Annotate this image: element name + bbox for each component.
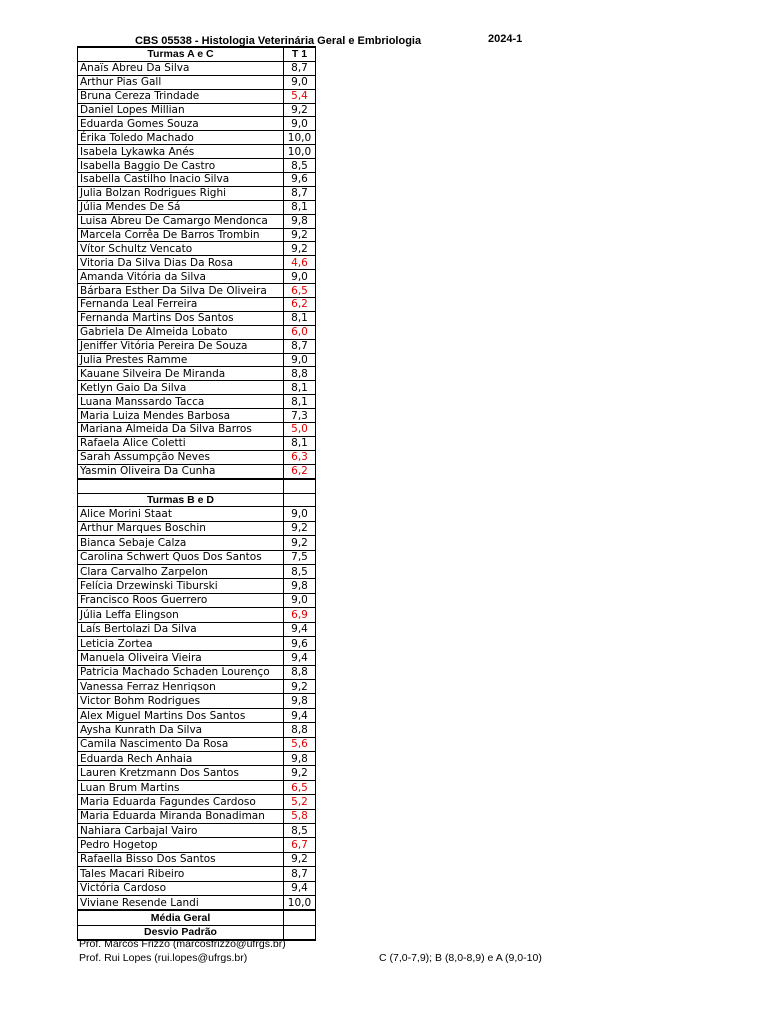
student-name: Manuela Oliveira Vieira [78, 651, 284, 665]
grade-scale-note: C (7,0-7,9); B (8,0-8,9) e A (9,0-10) [379, 952, 542, 964]
table-row [78, 173, 316, 187]
table-row [78, 200, 316, 214]
table-row [78, 622, 316, 636]
student-grade: 8,8 [284, 665, 316, 679]
table-row [78, 852, 316, 866]
table-row [78, 89, 316, 103]
student-name: Lauren Kretzmann Dos Santos [78, 766, 284, 780]
student-grade: 6,3 [284, 450, 316, 464]
student-grade: 9,2 [284, 228, 316, 242]
table-row [78, 665, 316, 679]
student-name: Fernanda Martins Dos Santos [78, 311, 284, 325]
table-row [78, 409, 316, 423]
student-name: Sarah Assumpção Neves [78, 450, 284, 464]
student-name: Vítor Schultz Vencato [78, 242, 284, 256]
student-name: Victor Bohm Rodrigues [78, 694, 284, 708]
student-name: Nahiara Carbajal Vairo [78, 823, 284, 837]
table-row [78, 423, 316, 437]
student-grade: 5,4 [284, 89, 316, 103]
table-row [78, 867, 316, 881]
student-name: Luan Brum Martins [78, 780, 284, 794]
student-name: Pedro Hogetop [78, 838, 284, 852]
student-grade: 4,6 [284, 256, 316, 270]
student-name: Ketlyn Gaio Da Silva [78, 381, 284, 395]
table-row [78, 895, 316, 910]
student-grade: 5,6 [284, 737, 316, 751]
student-name: Alice Morini Staat [78, 507, 284, 521]
student-grade: 6,9 [284, 608, 316, 622]
student-name: Tales Macari Ribeiro [78, 867, 284, 881]
student-name: Gabriela De Almeida Lobato [78, 325, 284, 339]
student-grade: 8,1 [284, 381, 316, 395]
student-name: Leticia Zortea [78, 636, 284, 650]
student-name: Júlia Mendes De Sá [78, 200, 284, 214]
table-row [78, 103, 316, 117]
student-name: Clara Carvalho Zarpelon [78, 564, 284, 578]
student-name: Rafaella Bisso Dos Santos [78, 852, 284, 866]
student-name: Mariana Almeida Da Silva Barros [78, 423, 284, 437]
student-name: Luana Manssardo Tacca [78, 395, 284, 409]
table-row [78, 737, 316, 751]
student-grade: 9,2 [284, 521, 316, 535]
student-grade: 9,8 [284, 214, 316, 228]
student-grade: 6,5 [284, 780, 316, 794]
student-name: Luisa Abreu De Camargo Mendonca [78, 214, 284, 228]
student-name: Isabella Baggio De Castro [78, 159, 284, 173]
blank-row [78, 479, 316, 493]
student-grade: 8,5 [284, 564, 316, 578]
table-row [78, 536, 316, 550]
student-name: Daniel Lopes Millian [78, 103, 284, 117]
student-grade: 9,0 [284, 117, 316, 131]
student-name: Alex Miguel Martins Dos Santos [78, 708, 284, 722]
student-grade: 9,2 [284, 766, 316, 780]
professor-2-contact: Prof. Rui Lopes (rui.lopes@ufrgs.br) [79, 952, 248, 964]
student-name: Carolina Schwert Quos Dos Santos [78, 550, 284, 564]
summary-value [284, 925, 316, 940]
student-grade: 8,1 [284, 311, 316, 325]
student-grade: 9,4 [284, 708, 316, 722]
student-grade: 9,2 [284, 103, 316, 117]
table-row [78, 311, 316, 325]
table-row [78, 436, 316, 450]
semester-label: 2024-1 [488, 33, 523, 45]
table-row [78, 131, 316, 145]
student-grade: 7,5 [284, 550, 316, 564]
student-grade: 9,2 [284, 242, 316, 256]
student-grade: 10,0 [284, 131, 316, 145]
student-name: Bianca Sebaje Calza [78, 536, 284, 550]
student-grade: 6,5 [284, 284, 316, 298]
table-row [78, 214, 316, 228]
student-name: Jeniffer Vitória Pereira De Souza [78, 339, 284, 353]
student-name: Maria Eduarda Miranda Bonadiman [78, 809, 284, 823]
student-grade: 9,8 [284, 579, 316, 593]
student-name: Julia Bolzan Rodrigues Righi [78, 186, 284, 200]
table-row [78, 579, 316, 593]
table-row [78, 651, 316, 665]
table-row [78, 550, 316, 564]
table-row [78, 61, 316, 75]
student-grade: 8,7 [284, 339, 316, 353]
student-grade: 8,7 [284, 61, 316, 75]
table-row [78, 680, 316, 694]
student-name: Marcela Corrêa De Barros Trombin [78, 228, 284, 242]
student-grade: 9,0 [284, 75, 316, 89]
table-row [78, 186, 316, 200]
table-row [78, 708, 316, 722]
student-name: Eduarda Rech Anhaia [78, 752, 284, 766]
student-grade: 9,4 [284, 881, 316, 895]
table-row [78, 242, 316, 256]
summary-value [284, 910, 316, 925]
student-grade: 8,1 [284, 436, 316, 450]
table-row [78, 809, 316, 823]
student-name: Isabela Lykawka Anés [78, 145, 284, 159]
student-name: Vitoria Da Silva Dias Da Rosa [78, 256, 284, 270]
section-header-row [78, 47, 316, 61]
student-name: Arthur Pias Gall [78, 75, 284, 89]
student-name: Julia Prestes Ramme [78, 353, 284, 367]
student-grade: 8,5 [284, 823, 316, 837]
student-grade: 6,7 [284, 838, 316, 852]
section-header-row [78, 493, 316, 507]
student-name: Bárbara Esther Da Silva De Oliveira [78, 284, 284, 298]
table-row [78, 145, 316, 159]
table-row [78, 270, 316, 284]
student-grade: 5,2 [284, 795, 316, 809]
student-name: Eduarda Gomes Souza [78, 117, 284, 131]
student-name: Rafaela Alice Coletti [78, 436, 284, 450]
student-name: Francisco Roos Guerrero [78, 593, 284, 607]
grade-column-header: T 1 [284, 47, 316, 61]
table-row [78, 450, 316, 464]
student-name: Maria Eduarda Fagundes Cardoso [78, 795, 284, 809]
table-row [78, 881, 316, 895]
student-grade: 9,0 [284, 593, 316, 607]
table-row [78, 752, 316, 766]
table-row [78, 694, 316, 708]
student-grade: 9,6 [284, 636, 316, 650]
table-row [78, 339, 316, 353]
table-row [78, 75, 316, 89]
table-row [78, 395, 316, 409]
student-name: Laís Bertolazi Da Silva [78, 622, 284, 636]
student-name: Maria Luiza Mendes Barbosa [78, 409, 284, 423]
student-name: Kauane Silveira De Miranda [78, 367, 284, 381]
student-name: Anaïs Abreu Da Silva [78, 61, 284, 75]
student-grade: 9,8 [284, 694, 316, 708]
student-grade: 10,0 [284, 145, 316, 159]
student-name: Fernanda Leal Ferreira [78, 298, 284, 312]
student-name: Victória Cardoso [78, 881, 284, 895]
student-name: Felícia Drzewinski Tiburski [78, 579, 284, 593]
table-row [78, 823, 316, 837]
student-name: Aysha Kunrath Da Silva [78, 723, 284, 737]
table-row [78, 325, 316, 339]
student-grade: 6,2 [284, 464, 316, 478]
student-grade: 9,0 [284, 353, 316, 367]
student-grade: 9,6 [284, 173, 316, 187]
student-grade: 9,0 [284, 270, 316, 284]
student-name: Arthur Marques Boschin [78, 521, 284, 535]
table-row [78, 159, 316, 173]
student-grade: 6,0 [284, 325, 316, 339]
student-grade: 7,3 [284, 409, 316, 423]
table-row [78, 521, 316, 535]
professor-1-contact: Prof. Marcos Frizzo (marcosfrizzo@ufrgs.br) [79, 938, 286, 950]
student-grade: 8,5 [284, 159, 316, 173]
section-header: Turmas B e D [78, 493, 284, 507]
student-name: Amanda Vitória da Silva [78, 270, 284, 284]
student-name: Camila Nascimento Da Rosa [78, 737, 284, 751]
student-grade: 8,1 [284, 200, 316, 214]
blank-cell [284, 493, 316, 507]
course-title: CBS 05538 - Histologia Veterinária Geral e Embriologia [135, 35, 422, 47]
blank-cell [78, 479, 284, 493]
table-row [78, 117, 316, 131]
student-name: Isabella Castilho Inacio Silva [78, 173, 284, 187]
table-row [78, 608, 316, 622]
grades-table [77, 46, 316, 941]
table-row [78, 564, 316, 578]
summary-row [78, 910, 316, 925]
student-grade: 8,8 [284, 367, 316, 381]
table-row [78, 723, 316, 737]
student-grade: 8,8 [284, 723, 316, 737]
table-row [78, 464, 316, 478]
table-row [78, 507, 316, 521]
section-header: Turmas A e C [78, 47, 284, 61]
student-grade: 9,8 [284, 752, 316, 766]
student-name: Vanessa Ferraz Henriqson [78, 680, 284, 694]
table-row [78, 353, 316, 367]
student-grade: 9,2 [284, 680, 316, 694]
table-row [78, 636, 316, 650]
student-name: Viviane Resende Landi [78, 895, 284, 910]
table-row [78, 838, 316, 852]
student-name: Érika Toledo Machado [78, 131, 284, 145]
student-grade: 5,0 [284, 423, 316, 437]
student-grade: 9,2 [284, 852, 316, 866]
table-row [78, 284, 316, 298]
student-grade: 8,7 [284, 186, 316, 200]
table-row [78, 298, 316, 312]
table-row [78, 780, 316, 794]
student-grade: 8,7 [284, 867, 316, 881]
student-name: Júlia Leffa Elingson [78, 608, 284, 622]
student-grade: 10,0 [284, 895, 316, 910]
student-grade: 9,2 [284, 536, 316, 550]
student-grade: 8,1 [284, 395, 316, 409]
student-grade: 9,0 [284, 507, 316, 521]
student-name: Bruna Cereza Trindade [78, 89, 284, 103]
student-name: Yasmin Oliveira Da Cunha [78, 464, 284, 478]
student-name: Patricia Machado Schaden Lourenço [78, 665, 284, 679]
summary-label: Média Geral [78, 910, 284, 925]
table-row [78, 795, 316, 809]
table-row [78, 766, 316, 780]
blank-cell [284, 479, 316, 493]
student-grade: 9,4 [284, 651, 316, 665]
table-row [78, 593, 316, 607]
table-row [78, 256, 316, 270]
summary-label: Desvio Padrão [78, 925, 284, 940]
student-grade: 6,2 [284, 298, 316, 312]
table-row [78, 381, 316, 395]
table-row [78, 228, 316, 242]
student-grade: 9,4 [284, 622, 316, 636]
table-row [78, 367, 316, 381]
student-grade: 5,8 [284, 809, 316, 823]
